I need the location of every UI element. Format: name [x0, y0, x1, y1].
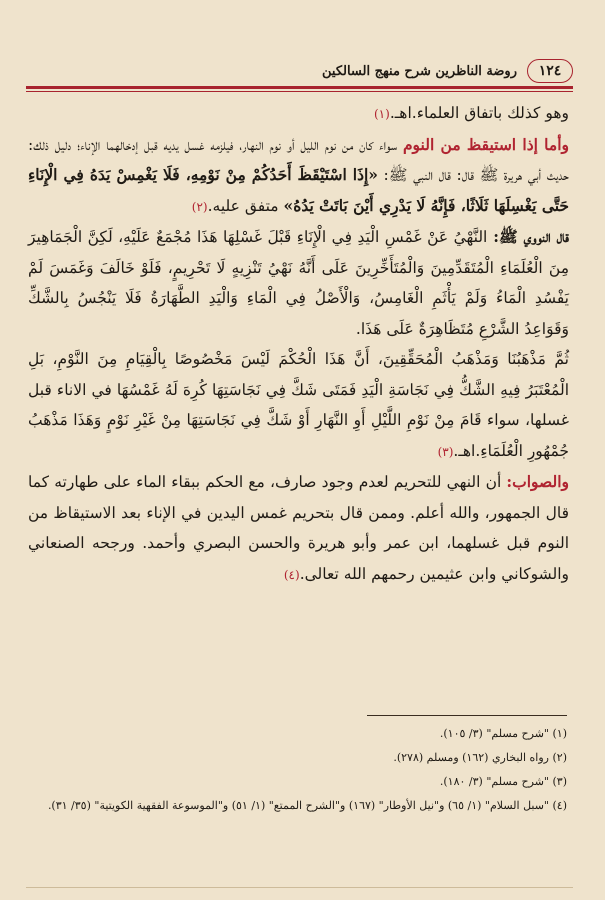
paragraph-4-text: ثُمَّ مَذْهَبُنَا وَمَذْهَبُ الْمُحَقِّقِينَ، أَنَّ هَذَا الْحُكْمَ لَيْسَ مَخْصُوصًا بِالْقِيَامِ مِنَ النَّوْمِ، بَلِ الْمُعْتَبَرُ فِيهِ الشَّكُّ فِي نَجَاسَةِ الْيَدِ فَمَتَى شَكَّ فِي نَجَاسَتِهَا كُرِهَ لَهُ غَمْسُهَا في الاناء قبل غسلها، سواء قَامَ مِنْ نَوْمِ اللَّيْلِ أَوِ النَّهَارِ أَوْ شَكَّ فِي نَجَاسَتِهَا مِنْ غَيْرِ نَوْمٍ وَهَذَا مَذْهَبُ جُمْهُورِ الْعُلَمَاءِ.اهـ.	[28, 350, 569, 460]
footnotes	[28, 722, 567, 818]
main-text	[28, 98, 569, 590]
paragraph-5	[28, 467, 569, 590]
footnote-ref-3: (٣)	[437, 444, 454, 459]
footnote-ref-4: (٤)	[283, 567, 300, 582]
footnote-separator	[367, 715, 567, 716]
footnote-ref-2: (٢)	[191, 199, 208, 214]
header-rule-thick	[26, 86, 573, 89]
footnote-4: (٤) "سبل السلام" (١/ ٦٥) و"نيل الأوطار" (١٦٧) و"الشرح الممتع" (١/ ٥١) و"الموسوعة الفقهية الكويتية" (٣٥/ ٣١).	[47, 799, 567, 812]
paragraph-5-text: أن النهي للتحريم لعدم وجود صارف، مع الحكم ببقاء الماء على طهارته كما قال الجمهور، والله أعلم. وممن قال بتحريم غمس اليدين في الإناء بعد الاستيقاظ من النوم قبل غسلهما، ابن عمر وأبو هريرة والحسن البصري وأحمد. ورجحه الصنعاني والشوكاني وابن عثيمين رحمهم الله تعالى.	[28, 473, 569, 583]
footnote-ref-1: (١)	[373, 107, 390, 121]
nawawi-quote: النَّهْيُ عَنْ غَمْسِ الْيَدِ فِي الْإِنَاءِ قَبْلَ غَسْلِهَا هَذَا مُجْمَعٌ عَلَيْهِ، لَكِنَّ الْجَمَاهِيرَ مِنَ الْعُلَمَاءِ الْمُتَقَدِّمِينَ وَالْمُتَأَخِّرِينَ عَلَى أَنَّهُ نَهْيُ تَنْزِيهٍ لَا تَحْرِيمٍ، فَلَوْ خَالَفَ وَغَمَسَ لَمْ يَفْسُدِ الْمَاءُ وَلَمْ يَأْثَمِ الْغَامِسُ، وَالْأَصْلُ فِي الْمَاءِ وَالْيَدِ الطَّهَارَةُ فَلَا يَنْجُسُ بِالشَّكِّ وَقَوَاعِدُ الشَّرْعِ مُتَظَاهِرَةٌ عَلَى هَذَا.	[28, 228, 569, 338]
paragraph-4	[28, 344, 569, 467]
nawawi-label: قال النووي ﷺ:	[487, 227, 569, 246]
paragraph-2	[28, 130, 569, 223]
paragraph-3	[28, 222, 569, 344]
header-rule-thin	[26, 91, 573, 92]
page-bottom-edge	[26, 887, 573, 888]
footnote-1: (١) "شرح مسلم" (٣/ ١٠٥).	[439, 727, 567, 740]
hadith-quote: «إِذَا اسْتَيْقَظَ أَحَدُكُمْ مِنْ نَوْمِهِ، فَلَا يَغْمِسْ يَدَهُ فِي الْإِنَاءِ حَتَّى يَغْسِلَهَا ثَلَاثًا، فَإِنَّهُ لَا يَدْرِي أَيْنَ بَاتَتْ يَدُهُ»	[28, 165, 569, 215]
paragraph-2-heading: وأما إذا استيقظ من النوم	[402, 134, 569, 154]
paragraph-1-text: وهو كذلك باتفاق العلماء.اهـ.	[389, 104, 569, 122]
page-number: ١٢٤	[527, 59, 573, 83]
paragraph-2-tail: متفق عليه.	[207, 196, 284, 215]
footnote-2: (٢) رواه البخاري (١٦٢) ومسلم (٢٧٨).	[393, 751, 567, 764]
footnote-3: (٣) "شرح مسلم" (٣/ ١٨٠).	[439, 775, 567, 788]
page-header	[26, 58, 573, 84]
paragraph-1	[28, 98, 569, 130]
paragraph-5-heading: والصواب:	[506, 472, 569, 491]
paragraph-2-text: سواء كان من نوم الليل أو نوم النهار، فيلزمه غسل يديه قبل إدخالهما الإناء؛ دليل ذلك: حديث أبي هريرة ﷺ قال: قال النبي ﷺ:	[28, 135, 569, 184]
running-title: روضة الناظرين شرح منهج السالكين	[322, 63, 517, 79]
